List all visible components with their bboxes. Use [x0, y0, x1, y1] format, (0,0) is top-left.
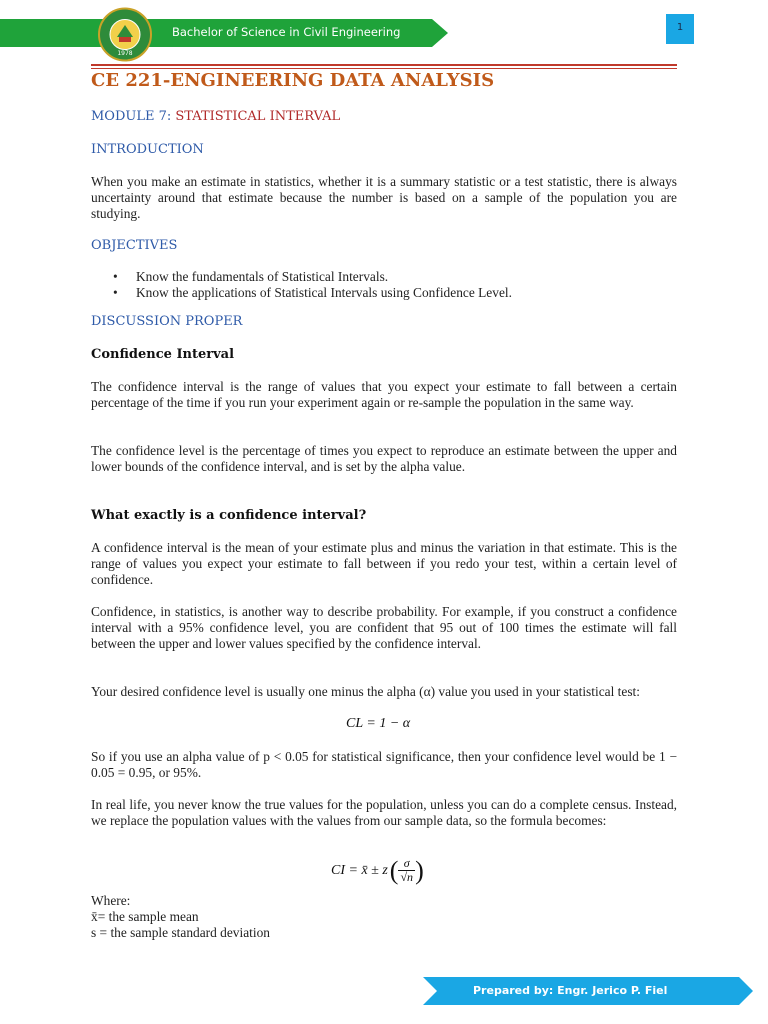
formula-cl: CL = 1 − α — [346, 716, 411, 731]
confidence-interval-heading: Confidence Interval — [91, 347, 235, 362]
objectives-list — [91, 269, 512, 301]
objectives-heading: OBJECTIVES — [91, 238, 178, 253]
page-number: 1 — [666, 14, 694, 44]
formula-paren-close: ) — [415, 855, 424, 885]
seal-year: 1978 — [117, 50, 133, 57]
formula-ci-lhs: CI = x̄ ± z — [331, 862, 388, 878]
definition-sd: s = the sample standard deviation — [91, 925, 270, 940]
paragraph-3: A confidence interval is the mean of your estimate plus and minus the variation in that estimate. This is the range of values you expect your estimate to fall between if you redo your test, within a certain level of confidence. — [91, 540, 677, 588]
question-heading: What exactly is a confidence interval? — [91, 508, 367, 523]
paragraph-6: So if you use an alpha value of p < 0.05 for statistical significance, then your confidence level would be 1 − 0.05 = 0.95, or 95%. — [91, 749, 677, 781]
module-label: MODULE 7: — [91, 109, 172, 124]
objective-item: • Know the applications of Statistical Intervals using Confidence Level. — [91, 285, 512, 301]
title-rule-thin — [91, 68, 677, 69]
discussion-heading: DISCUSSION PROPER — [91, 314, 243, 329]
formula-numerator: σ — [403, 856, 410, 870]
paragraph-1: The confidence interval is the range of values that you expect your estimate to fall between a certain percentage of the time if you run your experiment again or re-sample the population in the same way. — [91, 379, 677, 411]
where-label: Where: — [91, 893, 131, 908]
paragraph-7: In real life, you never know the true values for the population, unless you can do a complete census. Instead, we replace the population values with the values from our sample data, so the formula becomes: — [91, 797, 677, 829]
formula-paren-open: ( — [389, 855, 399, 885]
title-rule — [91, 64, 677, 66]
definition-mean: x̄= the sample mean — [91, 909, 199, 924]
course-title: CE 221-ENGINEERING DATA ANALYSIS — [91, 70, 495, 91]
module-heading — [91, 109, 340, 124]
program-name: Bachelor of Science in Civil Engineering — [172, 25, 401, 39]
paragraph-2: The confidence level is the percentage of times you expect to reproduce an estimate between the upper and lower bounds of the confidence interval, and is set by the alpha value. — [91, 443, 677, 475]
intro-heading: INTRODUCTION — [91, 142, 204, 157]
formula-ci — [331, 857, 424, 884]
paragraph-5: Your desired confidence level is usually one minus the alpha (α) value you used in your statistical test: — [91, 684, 640, 699]
formula-fraction — [398, 857, 415, 884]
formula-denominator: √n — [400, 870, 414, 884]
paragraph-4: Confidence, in statistics, is another way to describe probability. For example, if you construct a confidence interval with a 95% confidence level, you are confident that 95 out of 100 times the estimate will fall between the upper and lower values specified by the confidence interval. — [91, 604, 677, 652]
objective-item: • Know the fundamentals of Statistical Intervals. — [91, 269, 512, 285]
prepared-by: Prepared by: Engr. Jerico P. Fiel — [473, 984, 668, 997]
university-seal-icon — [91, 7, 159, 62]
intro-paragraph: When you make an estimate in statistics, whether it is a summary statistic or a test statistic, there is always uncertainty around that estimate because the number is based on a sample of the population you are studying. — [91, 174, 677, 222]
module-name: STATISTICAL INTERVAL — [175, 109, 341, 124]
